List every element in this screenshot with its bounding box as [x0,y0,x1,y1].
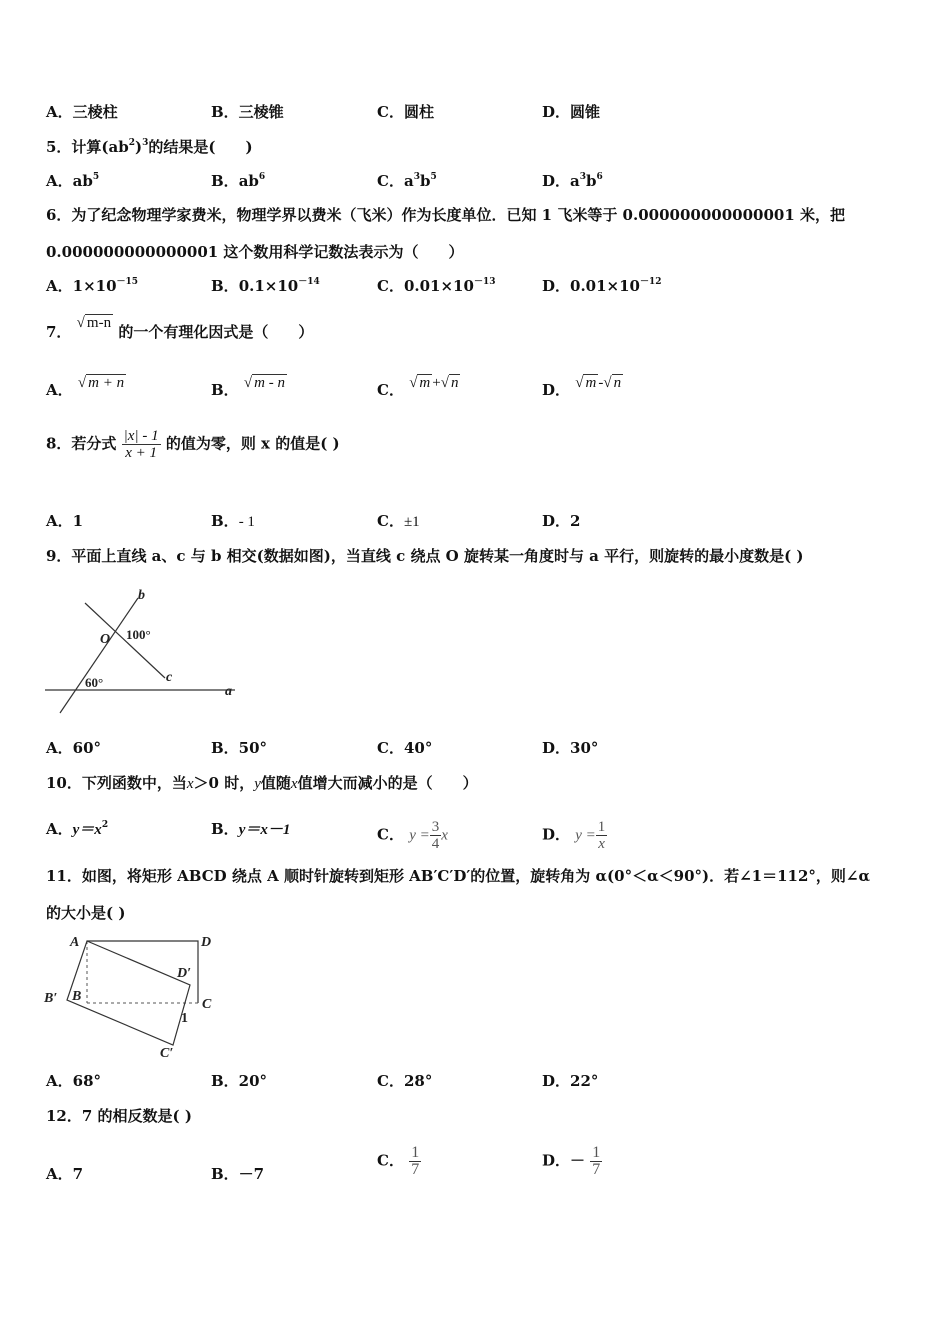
q7-option-c[interactable]: C． √ m +√ n [377,375,459,399]
q4-option-a[interactable]: A．三棱柱 [46,103,118,121]
label-a: a [225,684,232,699]
q6-option-a[interactable]: A．$1\times 10^{-15}$ [46,277,139,295]
q9-figure [40,583,245,718]
q12-option-d[interactable]: D．－ $\frac{1}{7}$ [542,1144,601,1178]
q6-stem-line2: 0.000000000000001 这个数用科学记数法表示为（ ） [46,243,464,261]
q5-option-d[interactable]: D．$a^3b^6$ [542,172,603,190]
q11-stem-line1: 11．如图，将矩形 ABCD 绕点 A 顺时针旋转到矩形 AB′C′D′的位置，旋转角为 α(0°＜α＜90°)．若∠1＝112°，则∠α [46,867,871,885]
q6-stem-line1: 6．为了纪念物理学家费米，物理学界以费米（飞米）作为长度单位．已知 1 飞米等于 0.000000000000001 米，把 [46,206,845,224]
q11-option-d[interactable]: D．22° [542,1072,599,1090]
q12-option-b[interactable]: B．－7 [211,1165,265,1183]
rect-rotated [67,941,190,1045]
q8-stem: 8．若分式 $\frac{|x| - 1}{x + 1}$ 的值为零，则 x 的值是( ) [46,428,340,461]
q11-option-b[interactable]: B．20° [211,1072,268,1090]
label-Cprime: C′ [160,1046,174,1061]
q7-option-d[interactable]: D． √ m -√ n [542,375,622,399]
label-C: C [202,997,212,1012]
q12-option-c[interactable]: C． $\frac{1}{7}$ [377,1144,420,1178]
q9-stem: 9．平面上直线 a、c 与 b 相交(数据如图)，当直线 c 绕点 O 旋转某一角度时与 a 平行，则旋转的最小度数是( ) [46,547,804,565]
q11-option-a[interactable]: A．68° [46,1072,102,1090]
q5-stem: 5．计算$(ab^2)^3$的结果是( ) [46,138,253,156]
q7-option-b[interactable]: B． √ m - n [211,375,285,399]
q11-figure [40,930,230,1065]
label-b: b [138,588,145,603]
q6-option-b[interactable]: B．$0.1\times 10^{-14}$ [211,277,320,295]
q10-option-c[interactable]: C． y = $\frac{3}{4}$ x [377,819,448,852]
q6-option-c[interactable]: C．$0.01\times 10^{-13}$ [377,277,496,295]
q7-option-a[interactable]: A． √ m + n [46,375,125,399]
q8-option-c[interactable]: C．±1 [377,512,420,530]
q10-stem: 10．下列函数中，当x＞0 时，y值随x值增大而减小的是（ ） [46,774,478,792]
label-c: c [166,670,173,685]
q8-fraction: $\frac{|x| - 1}{x + 1}$ [123,428,159,461]
q6-option-d[interactable]: D．$0.01\times 10^{-12}$ [542,277,662,295]
label-A: A [70,935,80,950]
q4-option-d[interactable]: D．圆锥 [542,103,601,121]
q10-option-a[interactable]: A．$y=x^2$ [46,820,109,838]
q8-option-a[interactable]: A．1 [46,512,84,530]
q7-radical: √ m-n [76,315,112,331]
q4-option-b[interactable]: B．三棱锥 [211,103,284,121]
line-c [85,603,165,678]
q12-option-a[interactable]: A．7 [46,1165,84,1183]
label-angle-60: 60° [85,675,104,690]
q10-option-b[interactable]: B．y＝x－1 [211,820,291,838]
label-o: O [100,632,111,647]
q9-option-a[interactable]: A．60° [46,739,102,757]
label-Bprime: B′ [44,991,58,1006]
q5-option-b[interactable]: B．$ab^6$ [211,172,266,190]
label-angle-100: 100° [126,627,151,642]
q8-option-b[interactable]: B．- 1 [211,512,255,530]
q4-option-c[interactable]: C．圆柱 [377,103,434,121]
label-D: D [201,935,212,950]
label-angle-1: 1 [181,1011,188,1026]
q7-stem: 7． √ m-n 的一个有理化因式是（ ） [46,315,314,341]
label-Dprime: D′ [177,966,192,981]
q9-option-b[interactable]: B．50° [211,739,268,757]
q12-stem: 12．7 的相反数是( ) [46,1107,192,1125]
q11-option-c[interactable]: C．28° [377,1072,433,1090]
q10-option-d[interactable]: D． y = $\frac{1}{x}$ [542,819,606,852]
q8-option-d[interactable]: D．2 [542,512,581,530]
q9-option-d[interactable]: D．30° [542,739,599,757]
line-b [60,598,138,713]
q11-stem-line2: 的大小是( ) [46,904,126,922]
q5-option-a[interactable]: A．$ab^5$ [46,172,100,190]
q9-option-c[interactable]: C．40° [377,739,433,757]
label-B: B [72,989,82,1004]
q5-option-c[interactable]: C．$a^3b^5$ [377,172,437,190]
